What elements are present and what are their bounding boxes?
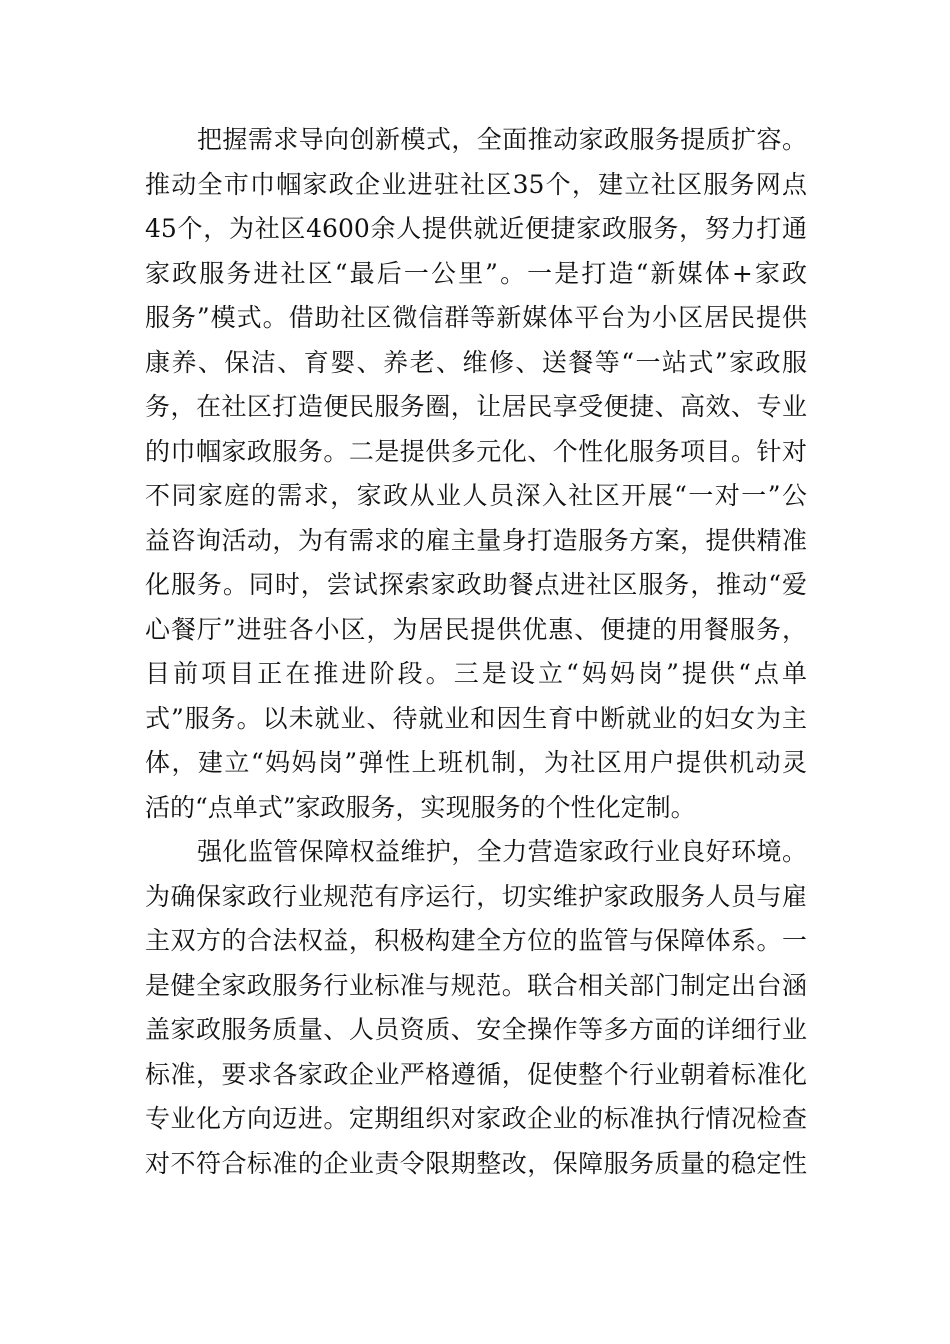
text-line: 务，在社区打造便民服务圈，让居民享受便捷、高效、专业 xyxy=(145,392,807,421)
text-line: 推动全市巾帼家政企业进驻社区35个，建立社区服务网点 xyxy=(145,169,807,199)
text-line: 强化监管保障权益维护，全力营造家政行业良好环境。 xyxy=(197,837,807,866)
text-line: 对不符合标准的企业责令限期整改，保障服务质量的稳定性 xyxy=(145,1148,807,1178)
text-line: 盖家政服务质量、人员资质、安全操作等多方面的详细行业 xyxy=(145,1015,807,1044)
text-line: 目前项目正在推进阶段。三是设立“妈妈岗”提供“点单 xyxy=(145,659,807,688)
text-line: 主双方的合法权益，积极构建全方位的监管与保障体系。一 xyxy=(145,926,807,955)
paragraph xyxy=(145,118,807,830)
text-line: 不同家庭的需求，家政从业人员深入社区开展“一对一”公 xyxy=(145,481,807,510)
text-line: 心餐厅”进驻各小区，为居民提供优惠、便捷的用餐服务， xyxy=(145,614,807,644)
text-line: 的巾帼家政服务。二是提供多元化、个性化服务项目。针对 xyxy=(145,436,807,466)
text-line: 家政服务进社区“最后一公里”。一是打造“新媒体+家政 xyxy=(145,258,807,288)
document-page xyxy=(145,118,807,1186)
text-line: 把握需求导向创新模式，全面推动家政服务提质扩容。 xyxy=(197,125,807,154)
text-line: 是健全家政服务行业标准与规范。联合相关部门制定出台涵 xyxy=(145,970,807,1000)
text-line: 化服务。同时，尝试探索家政助餐点进社区服务，推动“爱 xyxy=(145,570,807,599)
text-line: 康养、保洁、育婴、养老、维修、送餐等“一站式”家政服 xyxy=(145,347,807,377)
text-line: 专业化方向迈进。定期组织对家政企业的标准执行情况检查 xyxy=(145,1104,807,1133)
text-line: 益咨询活动，为有需求的雇主量身打造服务方案，提供精准 xyxy=(145,525,807,555)
text-line: 式”服务。以未就业、待就业和因生育中断就业的妇女为主 xyxy=(145,703,807,733)
text-line: 活的“点单式”家政服务，实现服务的个性化定制。 xyxy=(145,792,696,822)
text-line: 服务”模式。借助社区微信群等新媒体平台为小区居民提供 xyxy=(145,303,807,332)
text-line: 标准，要求各家政企业严格遵循，促使整个行业朝着标准化 xyxy=(145,1059,807,1089)
text-line: 45个，为社区4600余人提供就近便捷家政服务，努力打通 xyxy=(145,214,807,243)
text-line: 体，建立“妈妈岗”弹性上班机制，为社区用户提供机动灵 xyxy=(145,748,807,777)
paragraph xyxy=(145,830,807,1186)
text-line: 为确保家政行业规范有序运行，切实维护家政服务人员与雇 xyxy=(145,881,807,911)
